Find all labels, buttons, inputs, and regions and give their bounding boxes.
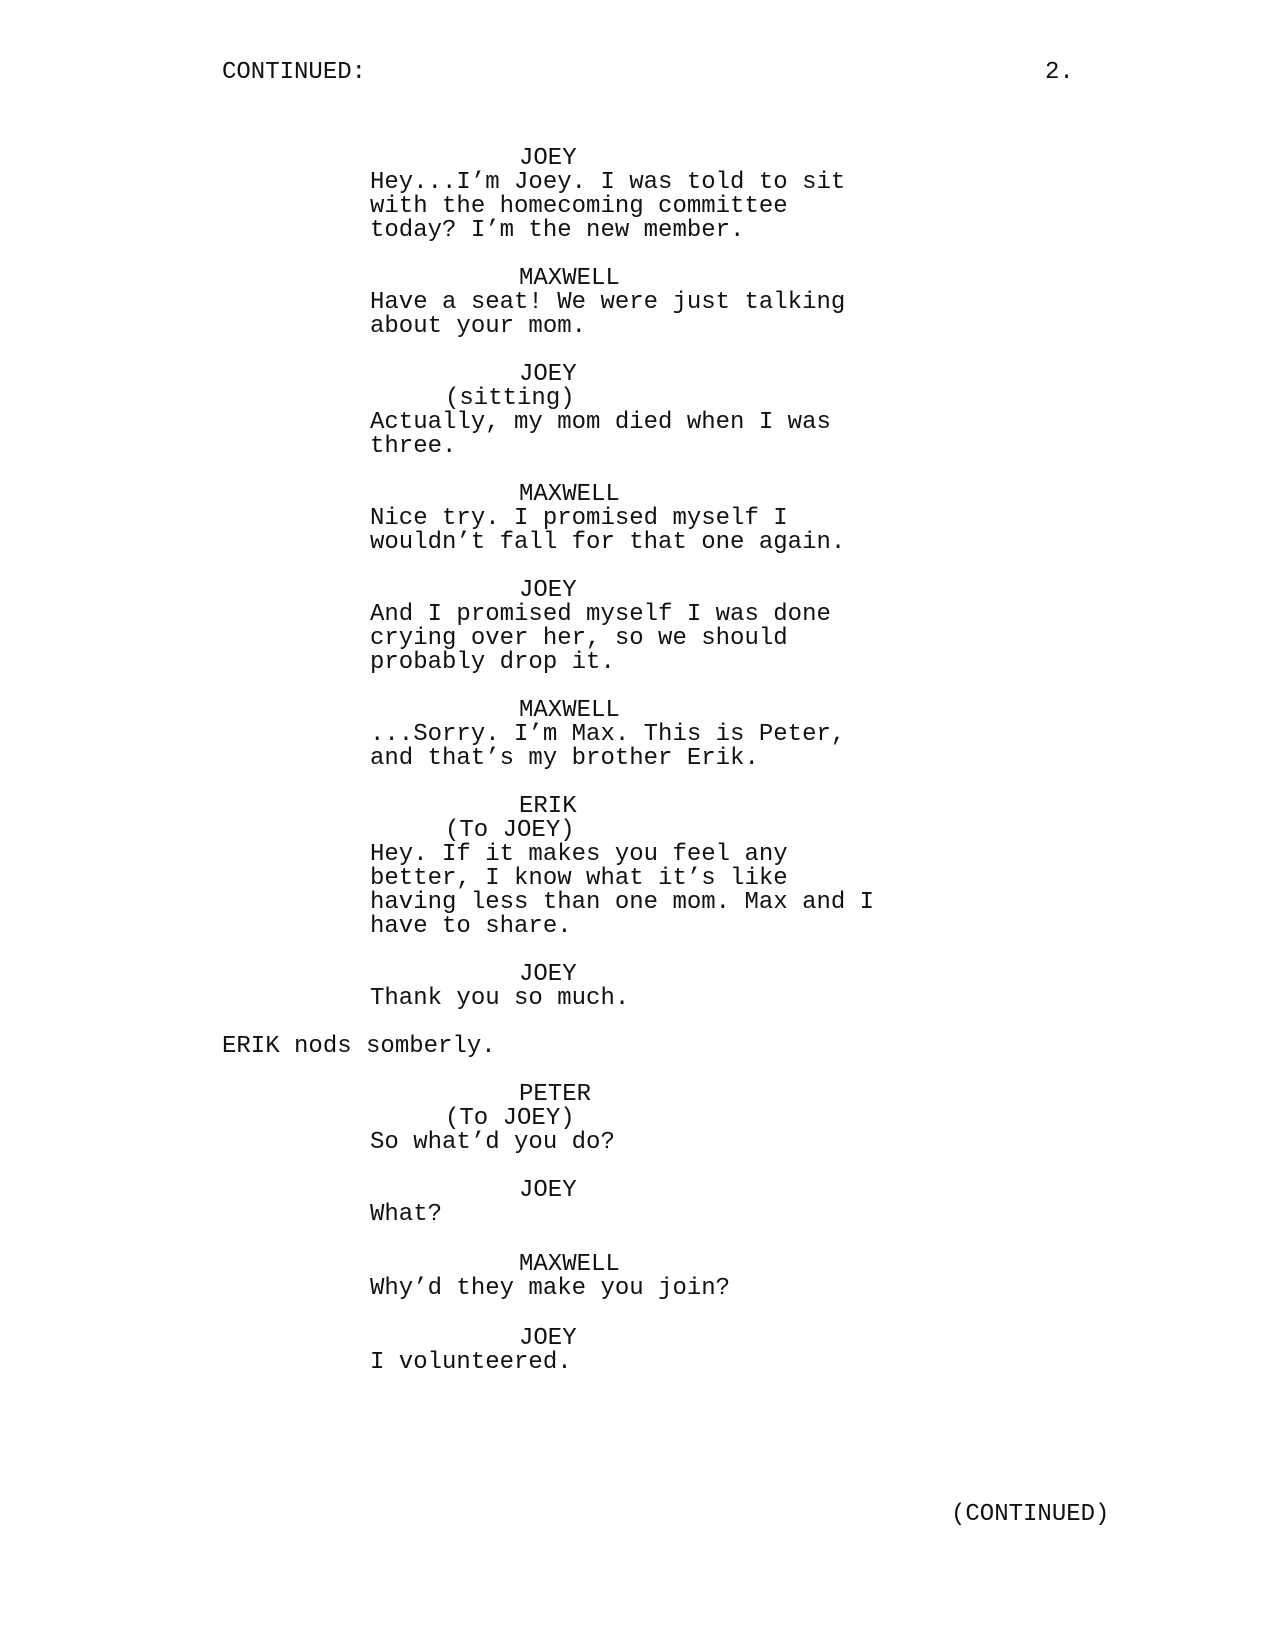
dialogue-line: Why’d they make you join? — [370, 1275, 731, 1302]
page-number: 2. — [1045, 59, 1074, 86]
character-name: JOEY — [519, 961, 577, 988]
character-name: JOEY — [519, 361, 577, 388]
dialogue-line: Nice try. I promised myself I — [370, 505, 788, 532]
parenthetical: (sitting) — [445, 385, 575, 412]
dialogue-line: wouldn’t fall for that one again. — [370, 529, 846, 556]
dialogue-line: three. — [370, 433, 457, 460]
dialogue-line: ...Sorry. I’m Max. This is Peter, — [370, 721, 846, 748]
dialogue-line: Hey...I’m Joey. I was told to sit — [370, 169, 846, 196]
dialogue-line: with the homecoming committee — [370, 193, 788, 220]
continued-header: CONTINUED: — [222, 59, 367, 86]
dialogue-line: Thank you so much. — [370, 985, 630, 1012]
dialogue-line: crying over her, so we should — [370, 625, 788, 652]
character-name: MAXWELL — [519, 1251, 620, 1278]
dialogue-line: Actually, my mom died when I was — [370, 409, 831, 436]
dialogue-line: about your mom. — [370, 313, 587, 340]
dialogue-line: having less than one mom. Max and I — [370, 889, 875, 916]
dialogue-line: Have a seat! We were just talking — [370, 289, 846, 316]
dialogue-line: So what’d you do? — [370, 1129, 615, 1156]
dialogue-line: better, I know what it’s like — [370, 865, 788, 892]
character-name: JOEY — [519, 1325, 577, 1352]
continued-footer: (CONTINUED) — [951, 1501, 1110, 1528]
character-name: JOEY — [519, 1177, 577, 1204]
dialogue-line: have to share. — [370, 913, 572, 940]
character-name: MAXWELL — [519, 481, 620, 508]
dialogue-line: And I promised myself I was done — [370, 601, 831, 628]
parenthetical: (To JOEY) — [445, 817, 575, 844]
action-line: ERIK nods somberly. — [222, 1033, 496, 1060]
character-name: MAXWELL — [519, 265, 620, 292]
dialogue-line: I volunteered. — [370, 1349, 572, 1376]
character-name: JOEY — [519, 145, 577, 172]
character-name: MAXWELL — [519, 697, 620, 724]
dialogue-line: Hey. If it makes you feel any — [370, 841, 788, 868]
character-name: JOEY — [519, 577, 577, 604]
dialogue-line: What? — [370, 1201, 443, 1228]
dialogue-line: today? I’m the new member. — [370, 217, 745, 244]
parenthetical: (To JOEY) — [445, 1105, 575, 1132]
character-name: PETER — [519, 1081, 592, 1108]
character-name: ERIK — [519, 793, 577, 820]
dialogue-line: probably drop it. — [370, 649, 615, 676]
dialogue-line: and that’s my brother Erik. — [370, 745, 759, 772]
